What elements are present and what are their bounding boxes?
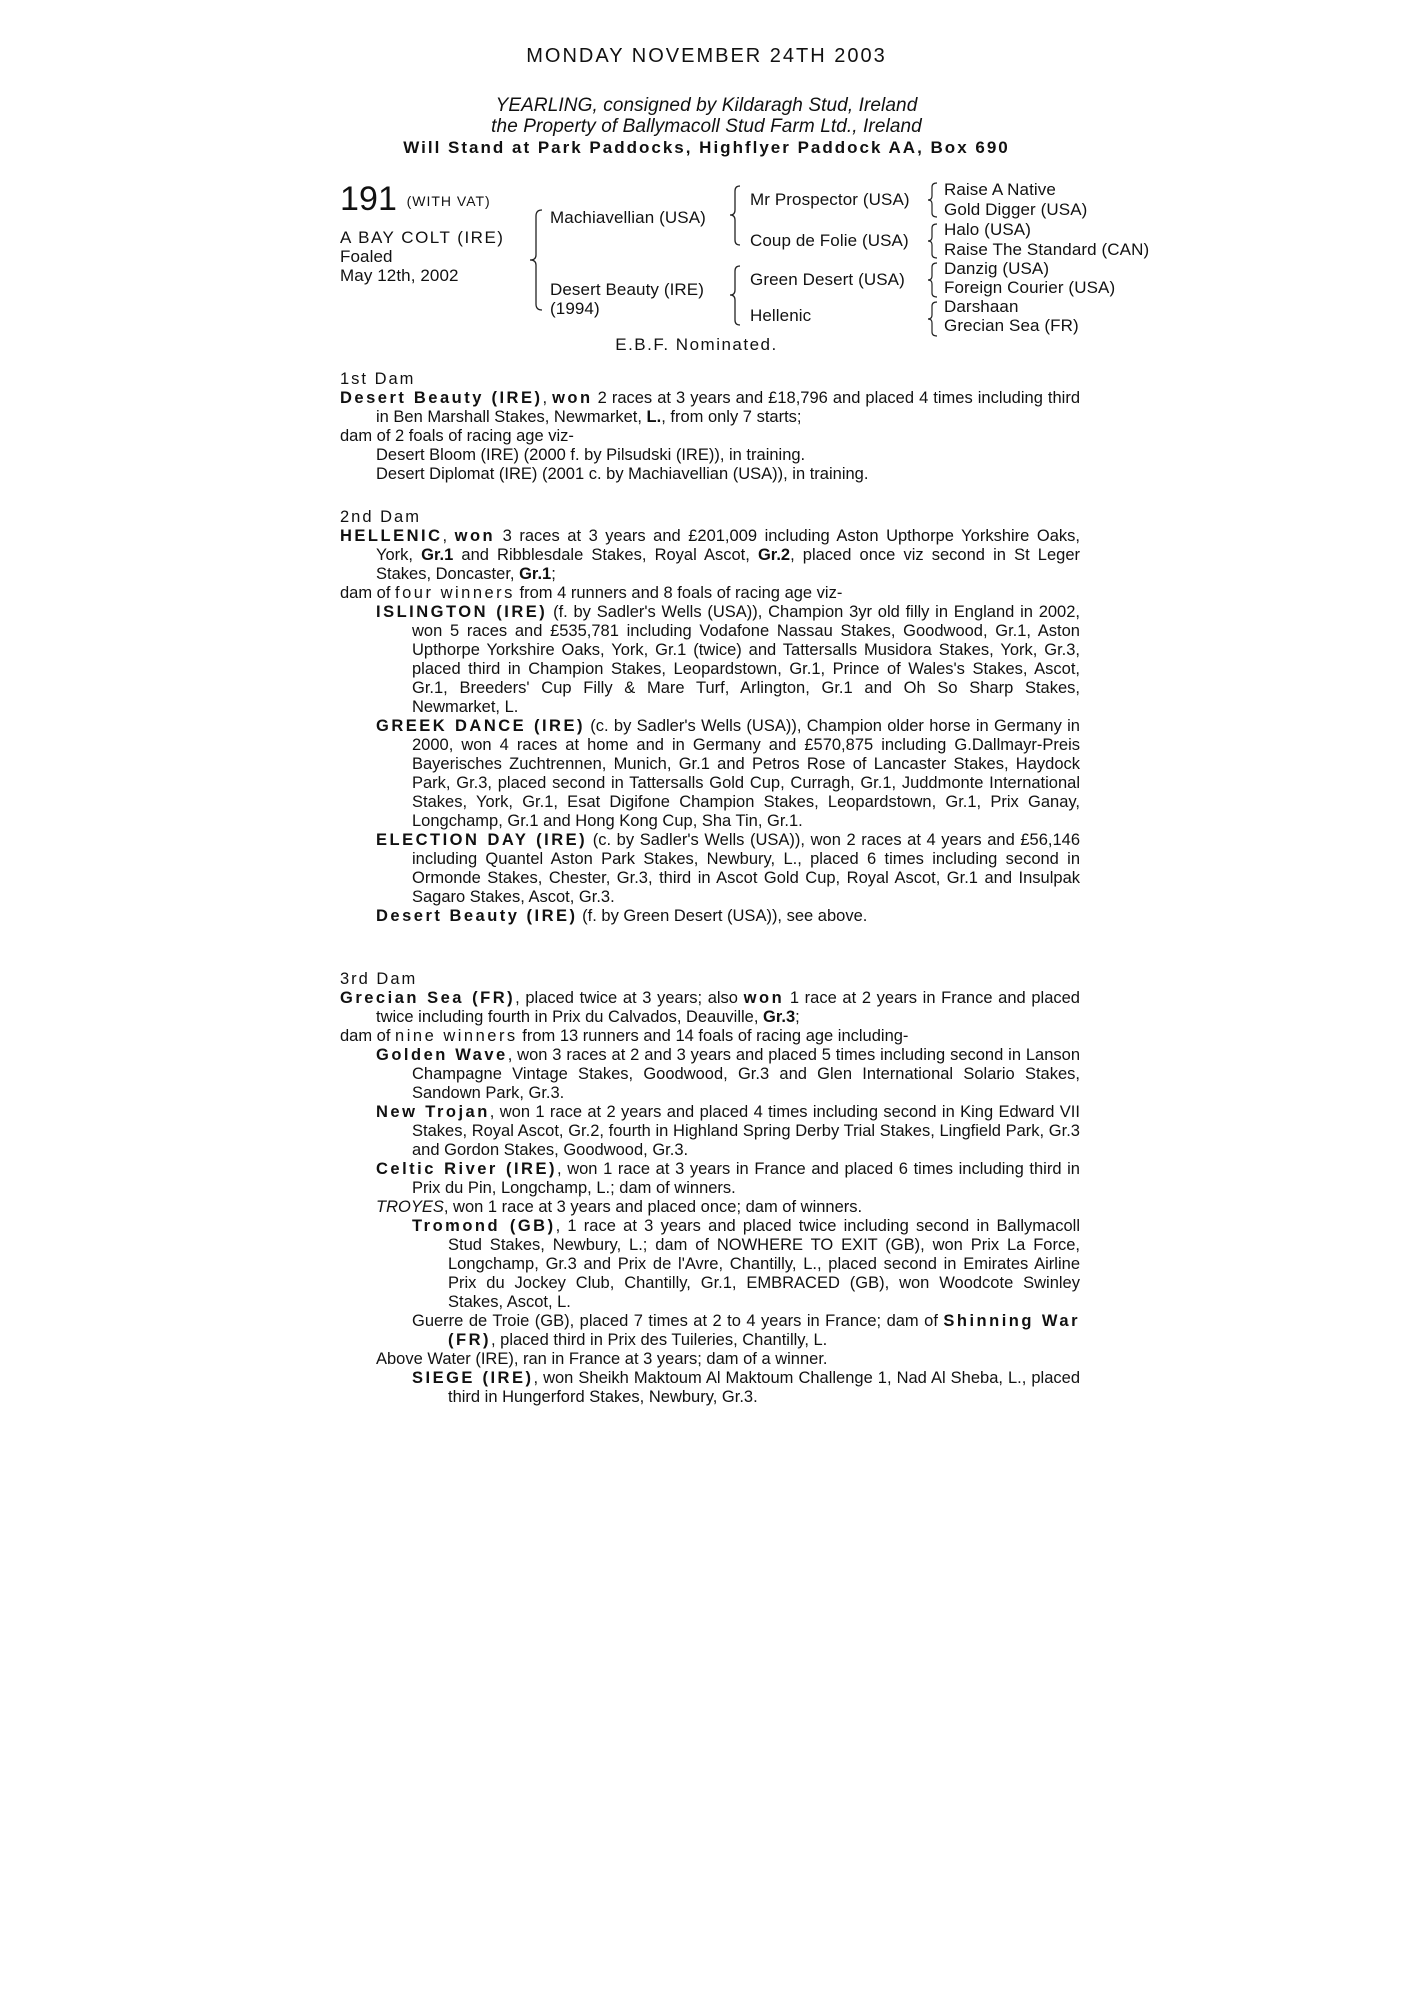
won-word: won <box>454 527 496 545</box>
pedigree-brace-dd <box>926 299 940 339</box>
ebf-nominated: E.B.F. Nominated. <box>615 335 778 354</box>
won-word: won <box>743 989 785 1007</box>
progeny-name: SIEGE (IRE) <box>412 1369 534 1387</box>
progeny-text: (c. by Sadler's Wells (USA)), won 2 races at 4 years and £56,146 including Quantel Aston Park Stakes, Newbury, L., placed 6 times including second in Ormonde Stakes, Chester, Gr.3, third in Ascot Gold Cup, Royal Ascot, Gr.1 and Insulpak Sagaro Stakes, Ascot, Gr.3. <box>412 831 1081 906</box>
second-dam-text-3: , placed once viz second in St Leger Stakes, Doncaster, <box>376 546 1080 583</box>
winners-count: four winners <box>395 584 515 602</box>
dam-of-rest: from 4 runners and 8 foals of racing age viz- <box>519 584 843 602</box>
progeny-greek-dance <box>340 717 1080 831</box>
progeny-name: New Trojan <box>376 1103 490 1121</box>
pedigree-sdd: Raise The Standard (CAN) <box>944 240 1150 259</box>
pedigree-dam-year: (1994) <box>550 299 600 318</box>
group-tag: Gr.2 <box>757 546 791 564</box>
second-dam-text-2: and Ribblesdale Stakes, Royal Ascot, <box>461 546 750 564</box>
progeny-text: , won 1 race at 2 years and placed 4 times including second in King Edward VII Stakes, Royal Ascot, Gr.2, fourth in Highland Spring Derby Trial Stakes, Lingfield Park, Gr.3 and Gordon Stakes, Goodwood, Gr.3. <box>412 1103 1080 1159</box>
third-dam-text-b: 1 race at 2 years in France and placed twice including fourth in Prix du Calvados, Deauville, <box>376 989 1080 1026</box>
sale-date: MONDAY NOVEMBER 24TH 2003 <box>526 45 887 67</box>
first-dam-record-text: 2 races at 3 years and £18,796 and placed 4 times including third in Ben Marshall Stakes, Newmarket, <box>376 389 1080 426</box>
third-dam-text-a: , placed twice at 3 years; also <box>515 989 738 1007</box>
second-dam-heading: 2nd Dam <box>340 508 421 526</box>
first-dam-foal-2: Desert Diplomat (IRE) (2001 c. by Machiavellian (USA)), in training. <box>376 465 869 483</box>
progeny-name: Shinning War (FR) <box>448 1312 1080 1349</box>
first-dam-name: Desert Beauty (IRE) <box>340 389 543 407</box>
progeny-name: GREEK DANCE (IRE) <box>376 717 585 735</box>
progeny-celtic-river <box>340 1160 1080 1198</box>
pedigree-dss: Danzig (USA) <box>944 259 1050 278</box>
progeny-text: , won 1 race at 3 years in France and placed 6 times including third in Prix du Pin, Longchamp, L.; dam of winners. <box>412 1160 1080 1197</box>
pedigree-sire-sire: Mr Prospector (USA) <box>750 190 910 209</box>
first-dam-foal-1: Desert Bloom (IRE) (2000 f. by Pilsudski (IRE)), in training. <box>376 446 806 464</box>
first-dam-heading: 1st Dam <box>340 370 416 388</box>
progeny-tromond <box>340 1217 1080 1312</box>
pedigree-dam-brace <box>728 262 744 330</box>
second-dam-section <box>340 508 1080 926</box>
progeny-above-water: Above Water (IRE), ran in France at 3 years; dam of a winner. <box>376 1350 828 1368</box>
progeny-golden-wave <box>340 1046 1080 1103</box>
vat-note: (WITH VAT) <box>406 193 491 209</box>
foaled-label: Foaled <box>340 247 393 266</box>
progeny-text: , won Sheikh Maktoum Al Maktoum Challenge 1, Nad Al Sheba, L., placed third in Hungerford Stakes, Newbury, Gr.3. <box>448 1369 1081 1406</box>
pedigree-ssd: Gold Digger (USA) <box>944 200 1088 219</box>
pedigree-brace-ss <box>926 180 940 220</box>
progeny-name: Tromond (GB) <box>412 1217 556 1235</box>
third-dam-foals-intro <box>340 1027 1080 1046</box>
progeny-text: (c. by Sadler's Wells (USA)), Champion older horse in Germany in 2000, won 4 races at home and in Germany and £570,875 including G.Dallmayr-Preis Bayerisches Zuchtrennen, Munich, Gr.1 and Petros Rose of Lancaster Stakes, Haydock Park, Gr.3, placed second in Tattersalls Gold Cup, Curragh, Gr.1, Juddmonte International Stakes, York, Gr.1, Esat Digifone Champion Stakes, Leopardstown, Gr.1, Prix Ganay, Longchamp, Gr.1 and Hong Kong Cup, Sha Tin, Gr.1. <box>412 717 1080 830</box>
second-dam-foals-intro <box>340 584 1080 603</box>
first-dam-section <box>340 370 1080 484</box>
second-dam-text-4: ; <box>551 565 556 583</box>
pedigree-dam-sire: Green Desert (USA) <box>750 270 905 289</box>
progeny-name: ELECTION DAY (IRE) <box>376 831 588 849</box>
progeny-text: , won 1 race at 3 years and placed once; dam of winners. <box>443 1198 863 1216</box>
progeny-name: ISLINGTON (IRE) <box>376 603 548 621</box>
first-dam-record: Desert Beauty (IRE), won 2 races at 3 years and £18,796 and placed 4 times including third in Ben Marshall Stakes, Newmarket, L., from only 7 starts; <box>340 389 1080 426</box>
pedigree-sss: Raise A Native <box>944 180 1056 199</box>
progeny-text: (f. by Sadler's Wells (USA)), Champion 3yr old filly in England in 2002, won 5 races and £535,781 including Vodafone Nassau Stakes, Goodwood, Gr.1, Aston Upthorpe Yorkshire Oaks, York, Gr.1 (twice) and Tattersalls Musidora Stakes, York, Gr.3, placed third in Champion Stakes, Leopardstown, Gr.1, Prince of Wales's Stakes, Ascot, Gr.1, Breeders' Cup Filly & Mare Turf, Arlington, Gr.1 and Oh So Sharp Stakes, Newmarket, L. <box>412 603 1080 716</box>
progeny-siege <box>340 1369 1080 1407</box>
stand-line: Will Stand at Park Paddocks, Highflyer Paddock AA, Box 690 <box>403 138 1010 157</box>
pedigree-dsd: Foreign Courier (USA) <box>944 278 1116 297</box>
pedigree-brace-sd <box>926 221 940 261</box>
group-tag: Gr.3 <box>763 1008 796 1026</box>
pedigree-main-brace <box>528 200 548 320</box>
consignor-line: YEARLING, consigned by Kildaragh Stud, Ireland <box>495 95 918 116</box>
won-word: won <box>552 389 593 407</box>
pedigree-dam-dam: Hellenic <box>750 306 812 325</box>
third-dam-section <box>340 970 1080 1407</box>
lot-number-value: 191 <box>340 180 398 218</box>
dam-of-text: dam of <box>340 584 391 602</box>
progeny-text: , 1 race at 3 years and placed twice including second in Ballymacoll Stud Stakes, Newbury, L.; dam of NOWHERE TO EXIT (GB), won Prix La Force, Longchamp, Gr.3 and Prix de l'Avre, Chantilly, L., placed second in Emirates Airline Prix du Jockey Club, Chantilly, Gr.1, EMBRACED (GB), won Woodcote Swinley Stakes, Ascot, L. <box>448 1217 1080 1311</box>
progeny-text: (f. by Green Desert (USA)), see above. <box>582 907 868 925</box>
dam-of-rest: from 13 runners and 14 foals of racing age including- <box>522 1027 909 1045</box>
progeny-islington <box>340 603 1080 717</box>
second-dam-text-1: 3 races at 3 years and £201,009 including Aston Upthorpe Yorkshire Oaks, York, <box>376 527 1080 564</box>
dam-of-text: dam of <box>340 1027 391 1045</box>
progeny-name: Desert Beauty (IRE) <box>376 907 578 925</box>
progeny-desert-beauty <box>340 907 1080 926</box>
first-dam-foals-intro: dam of 2 foals of racing age viz- <box>340 427 574 445</box>
pedigree-ddd: Grecian Sea (FR) <box>944 316 1079 335</box>
progeny-text: , won 3 races at 2 and 3 years and placed 5 times including second in Lanson Champagne Vintage Stakes, Goodwood, Gr.3 and Glen International Solario Stakes, Sandown Park, Gr.3. <box>412 1046 1080 1102</box>
pedigree-dds: Darshaan <box>944 297 1019 316</box>
winners-count: nine winners <box>395 1027 518 1045</box>
second-dam-name: HELLENIC <box>340 527 443 545</box>
progeny-new-trojan <box>340 1103 1080 1160</box>
second-dam-record: HELLENIC, won 3 races at 3 years and £201,009 including Aston Upthorpe Yorkshire Oaks, York, Gr.1 and Ribblesdale Stakes, Royal Ascot, Gr.2, placed once viz second in St Leger Stakes, Doncaster, Gr.1; <box>340 527 1080 583</box>
pedigree-sire: Machiavellian (USA) <box>550 208 706 227</box>
progeny-text: , placed third in Prix des Tuileries, Chantilly, L. <box>490 1331 828 1349</box>
first-dam-record-end: , from only 7 starts; <box>661 408 802 426</box>
progeny-troyes <box>340 1198 1080 1217</box>
pedigree-brace-ds <box>926 260 940 300</box>
pedigree-sds: Halo (USA) <box>944 220 1031 239</box>
pedigree-sire-dam: Coup de Folie (USA) <box>750 231 909 250</box>
third-dam-record <box>340 989 1080 1027</box>
progeny-guerre-de-troie <box>340 1312 1080 1350</box>
pedigree-dam: Desert Beauty (IRE) <box>550 280 705 299</box>
third-dam-heading: 3rd Dam <box>340 970 418 988</box>
third-dam-text-c: ; <box>795 1008 800 1026</box>
group-tag: Gr.1 <box>519 565 552 583</box>
listed-tag: L. <box>646 408 662 426</box>
progeny-name: TROYES <box>376 1198 444 1216</box>
group-tag: Gr.1 <box>421 546 454 564</box>
property-line: the Property of Ballymacoll Stud Farm Ltd., Ireland <box>491 116 922 137</box>
progeny-name: Celtic River (IRE) <box>376 1160 557 1178</box>
pedigree-sire-brace <box>728 182 744 250</box>
third-dam-name: Grecian Sea (FR) <box>340 989 516 1007</box>
lot-name: A BAY COLT (IRE) <box>340 228 505 247</box>
lot-number <box>340 182 491 218</box>
progeny-election-day <box>340 831 1080 907</box>
progeny-name: Golden Wave <box>376 1046 508 1064</box>
foaled-date: May 12th, 2002 <box>340 266 459 285</box>
progeny-text: Guerre de Troie (GB), placed 7 times at 2 to 4 years in France; dam of <box>412 1312 938 1330</box>
